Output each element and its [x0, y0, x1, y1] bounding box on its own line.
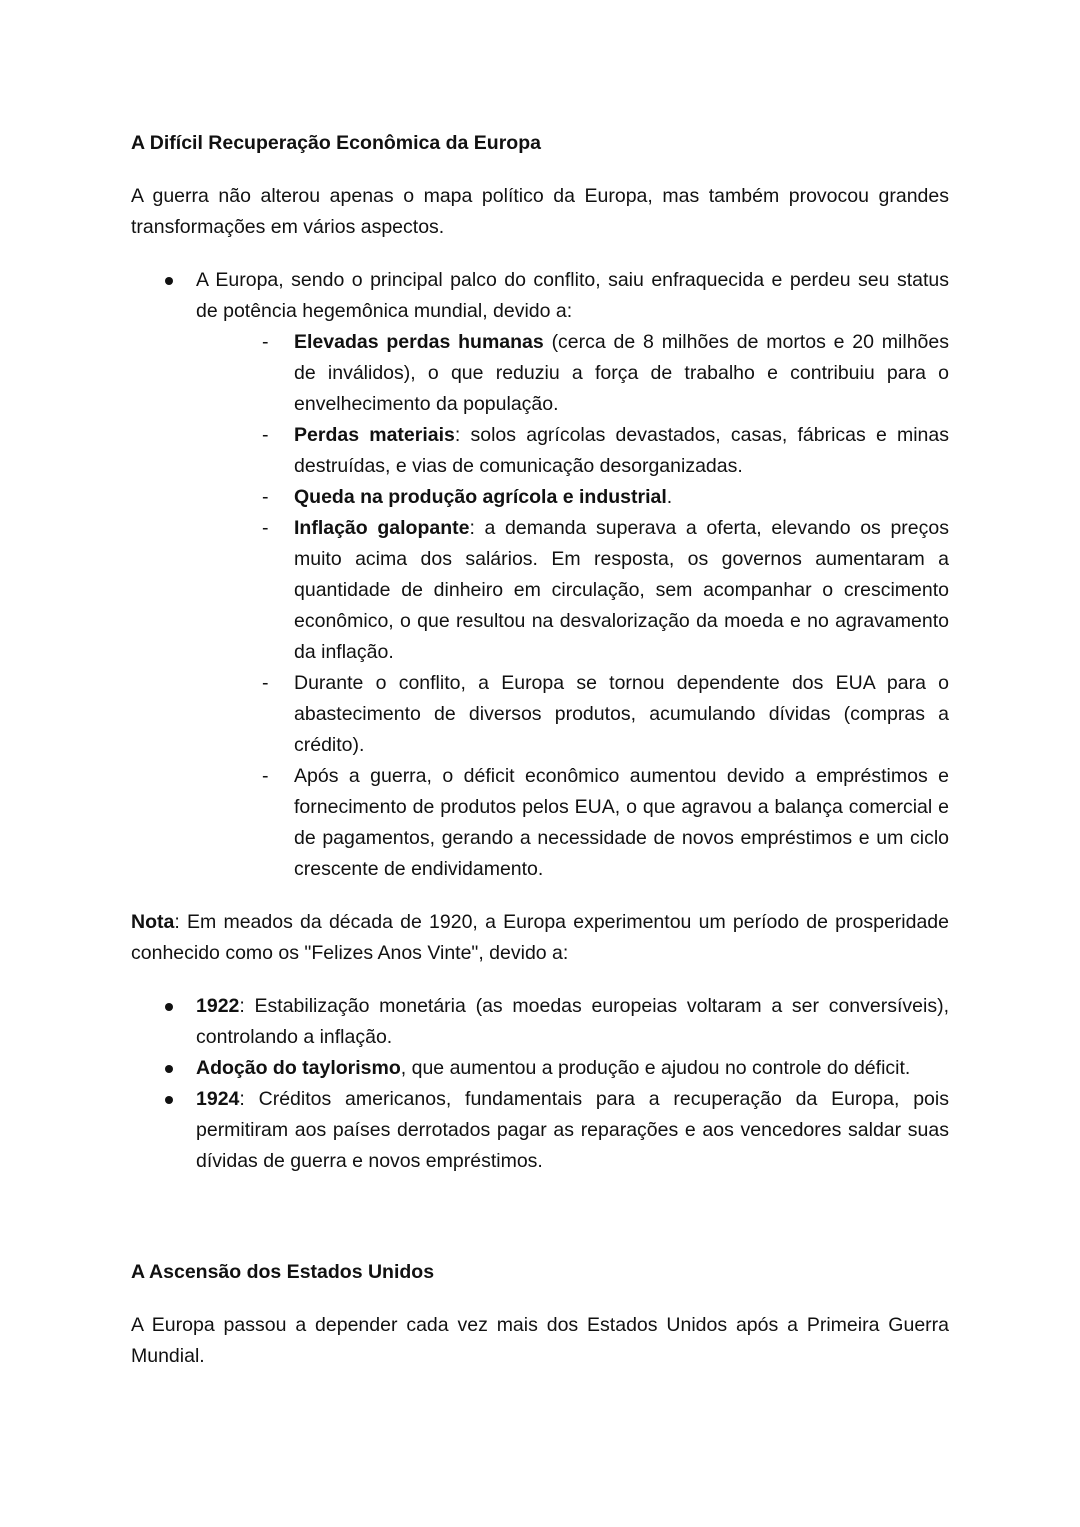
- bullet-icon: [165, 1096, 173, 1104]
- item-bold: Inflação galopante: [294, 517, 470, 539]
- list-item: [131, 420, 949, 482]
- note-label: Nota: [131, 911, 175, 933]
- list-item: [131, 327, 949, 420]
- bullet-icon: [165, 277, 173, 285]
- note-text: : Em meados da década de 1920, a Europa experimentou um período de prosperidade conhecido como os "Felizes Anos Vinte", devido a:: [131, 911, 949, 964]
- item-bold: Elevadas perdas humanas: [294, 331, 544, 353]
- item-bold: Queda na produção agrícola e industrial: [294, 486, 667, 508]
- bullet-item: [131, 265, 949, 327]
- item-text: (cerca de 8 milhões de mortos e 20 milhões de inválidos), o que reduziu a força de trabalho e contribuiu para o envelhecimento da população.: [294, 331, 949, 415]
- section-title-recovery: A Difícil Recuperação Econômica da Europa: [131, 132, 541, 154]
- list-item: [131, 761, 949, 885]
- causes-list: [131, 327, 949, 885]
- item-text: Durante o conflito, a Europa se tornou dependente dos EUA para o abastecimento de diversos produtos, acumulando dívidas (compras a crédito).: [294, 672, 949, 756]
- item-text: , que aumentou a produção e ajudou no controle do déficit.: [400, 1057, 911, 1079]
- list-item: [131, 668, 949, 761]
- item-bold: 1922: [196, 995, 240, 1017]
- dash-marker: -: [262, 517, 269, 539]
- item-bold: Adoção do taylorismo: [196, 1057, 401, 1079]
- bullet-icon: [165, 1065, 173, 1073]
- intro-paragraph: A guerra não alterou apenas o mapa político da Europa, mas também provocou grandes transformações em vários aspectos.: [131, 185, 949, 238]
- bullet-icon: [165, 1003, 173, 1011]
- bullet-item: [131, 1053, 949, 1084]
- note-paragraph: [131, 907, 949, 969]
- note-bullet-list: [131, 991, 949, 1177]
- dash-marker: -: [262, 331, 269, 353]
- dash-marker: -: [262, 765, 269, 787]
- item-text: : a demanda superava a oferta, elevando os preços muito acima dos salários. Em resposta, os governos aumentaram a quantidade de dinheiro em circulação, sem acompanhar o crescimento econômico, o que resultou na desvalorização da moeda e no agravamento da inflação.: [294, 517, 949, 663]
- list-item: [131, 513, 949, 668]
- item-text: Após a guerra, o déficit econômico aumentou devido a empréstimos e fornecimento de produtos pelos EUA, o que agravou a balança comercial e de pagamentos, gerando a necessidade de novos empréstimos e um ciclo crescente de endividamento.: [294, 765, 949, 880]
- dash-marker: -: [262, 672, 269, 694]
- section-title-usa: A Ascensão dos Estados Unidos: [131, 1261, 435, 1283]
- dash-marker: -: [262, 486, 269, 508]
- item-bold: Perdas materiais: [294, 424, 455, 446]
- bullet-text: A Europa, sendo o principal palco do conflito, saiu enfraquecida e perdeu seu status de potência hegemônica mundial, devido a:: [196, 269, 949, 322]
- bullet-item: [131, 1084, 949, 1177]
- usa-paragraph: A Europa passou a depender cada vez mais dos Estados Unidos após a Primeira Guerra Mundial.: [131, 1314, 949, 1367]
- main-bullet-list: [131, 265, 949, 327]
- item-text: .: [666, 486, 673, 508]
- item-bold: 1924: [196, 1088, 240, 1110]
- dash-marker: -: [262, 424, 269, 446]
- document-page: [131, 128, 949, 1372]
- item-text: : Estabilização monetária (as moedas europeias voltaram a ser conversíveis), controlando a inflação.: [196, 995, 949, 1048]
- bullet-item: [131, 991, 949, 1053]
- list-item: [131, 482, 949, 513]
- item-text: : Créditos americanos, fundamentais para a recuperação da Europa, pois permitiram aos países derrotados pagar as reparações e aos vencedores saldar suas dívidas de guerra e novos empréstimos.: [196, 1088, 949, 1172]
- item-text: : solos agrícolas devastados, casas, fábricas e minas destruídas, e vias de comunicação desorganizadas.: [294, 424, 949, 477]
